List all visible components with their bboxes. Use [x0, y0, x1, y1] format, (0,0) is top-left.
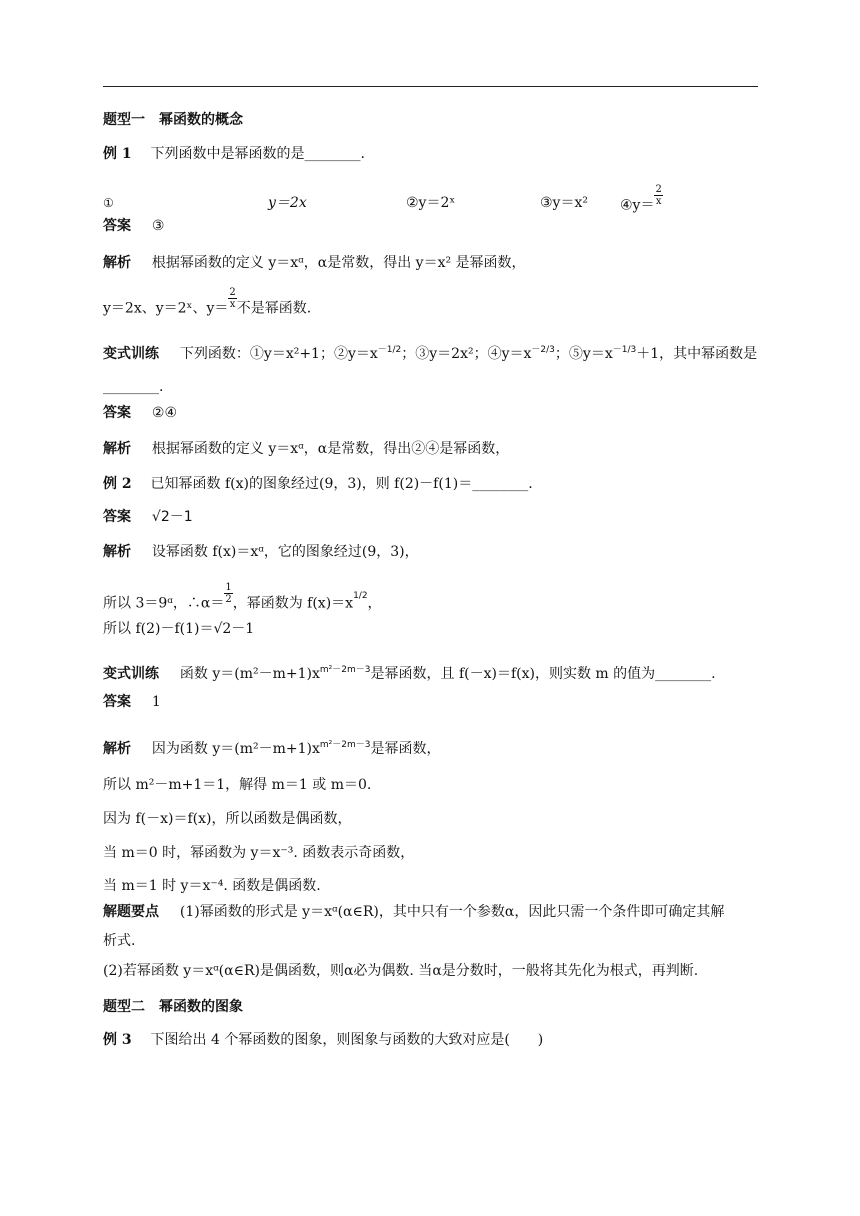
option-1: y＝2x — [268, 195, 307, 211]
option-2: ②y＝2ˣ — [406, 195, 456, 211]
key-points-label: 解题要点 — [103, 904, 159, 920]
option-4: ④y＝ $\frac{2}{x}$ — [620, 184, 662, 214]
example-2-analysis-3: 所以 f(2)－f(1)＝√2－1 — [103, 621, 255, 637]
example-1-label: 例 1 — [103, 146, 132, 162]
exponent-5: －1/3 — [612, 345, 637, 355]
exponent-2: －1/2 — [377, 345, 402, 355]
header-rule — [103, 86, 758, 87]
option-1-mark: ① — [103, 196, 114, 210]
exponent-4: －2/3 — [531, 345, 555, 355]
variant-2-exponent: m²－2m－3 — [319, 665, 371, 675]
example-3-question: 下图给出 4 个幂函数的图象，则图象与函数的大致对应是( ) — [150, 1032, 544, 1048]
variant-2-analysis-5: 当 m＝1 时 y＝x⁻⁴. 函数是偶函数. — [103, 878, 321, 894]
example-2-answer: 答案 √2－1 — [103, 509, 193, 525]
example-2-analysis-2: 所以 3＝9ᵅ，∴α＝ $\frac{1}{2}$ ，幂函数为 $f(x)=x^{1/2}$， — [103, 582, 382, 612]
key-points-line-2: 析式. — [103, 933, 136, 949]
example-1-question-line — [103, 145, 365, 163]
variant-2-label: 变式训练 — [103, 666, 159, 682]
example-2-question-line — [103, 475, 533, 493]
example-1-analysis-2: y＝2x、y＝2ˣ、y＝ $\frac{2}{x}$ 不是幂函数. — [103, 287, 312, 317]
example-3-question-line — [103, 1031, 543, 1049]
key-points-line-3: (2)若幂函数 y＝xᵅ(α∈R)是偶函数，则α必为偶数. 当α是分数时，一般将其先化为根式，再判断. — [103, 963, 699, 979]
example-1-question: 下列函数中是幂函数的是________. — [150, 146, 365, 162]
example-1-analysis-1: 解析 根据幂函数的定义 y＝xᵅ，α是常数，得出 y＝x² 是幂函数， — [103, 255, 526, 271]
variant-1-question: 变式训练 下列函数：①y＝x²+1；$②y=x^{-1/2}$；③y＝2x²；$④y=x^{-2/3}$；$⑤y=x^{-1/3}+1$，其中幂函数是 — [103, 345, 758, 362]
example-1-answer-value: ③ — [151, 218, 165, 234]
half-exponent: 1/2 — [353, 590, 368, 601]
variant-2-question: 变式训练 函数 $y=(m^2-m+1)x^{m^2-2m-3}$是幂函数，且 f(－x)＝f(x)，则实数 m 的值为________. — [103, 665, 716, 682]
example-1-answer: 答案 ③ — [103, 218, 165, 234]
analysis-fraction: $\frac{2}{x}$ — [229, 287, 236, 310]
key-points-line-1: 解题要点 (1)幂函数的形式是 y＝xᵅ(α∈R)，其中只有一个参数α，因此只需一个条件即可确定其解 — [103, 904, 725, 920]
example-2-question: 已知幂函数 f(x)的图象经过(9，3)，则 f(2)－f(1)＝________. — [150, 476, 533, 492]
alpha-fraction: $\frac{1}{2}$ — [225, 582, 232, 605]
variant-2-analysis-1: 解析 因为函数 $y=(m^2-m+1)x^{m^2-2m-3}$是幂函数， — [103, 740, 441, 757]
section-1-title: 题型一 幂函数的概念 — [103, 112, 243, 128]
variant-2-analysis-4: 当 m＝0 时，幂函数为 y＝x⁻³. 函数表示奇函数， — [103, 845, 415, 861]
variant-1-label: 变式训练 — [103, 346, 159, 362]
section-2-title: 题型二 幂函数的图象 — [103, 999, 243, 1015]
variant-2-analysis-exponent: m²－2m－3 — [319, 740, 371, 750]
variant-1-answer: 答案 ②④ — [103, 405, 178, 421]
option-3: ③y＝x² — [540, 195, 588, 211]
variant-1-blank: ________. — [103, 379, 164, 395]
variant-2-analysis-2: 所以 m²－m+1＝1，解得 m＝1 或 m＝0. — [103, 777, 372, 793]
example-2-analysis-1: 解析 设幂函数 f(x)＝xᵅ，它的图象经过(9，3)， — [103, 544, 419, 560]
example-3-label: 例 3 — [103, 1032, 132, 1048]
variant-2-answer: 答案 1 — [103, 694, 161, 710]
option-4-fraction: $\frac{2}{x}$ — [655, 184, 662, 207]
variant-1-analysis: 解析 根据幂函数的定义 y＝xᵅ，α是常数，得出②④是幂函数， — [103, 441, 510, 457]
variant-2-analysis-3: 因为 f(－x)＝f(x)，所以函数是偶函数， — [103, 811, 352, 827]
example-2-label: 例 2 — [103, 476, 132, 492]
